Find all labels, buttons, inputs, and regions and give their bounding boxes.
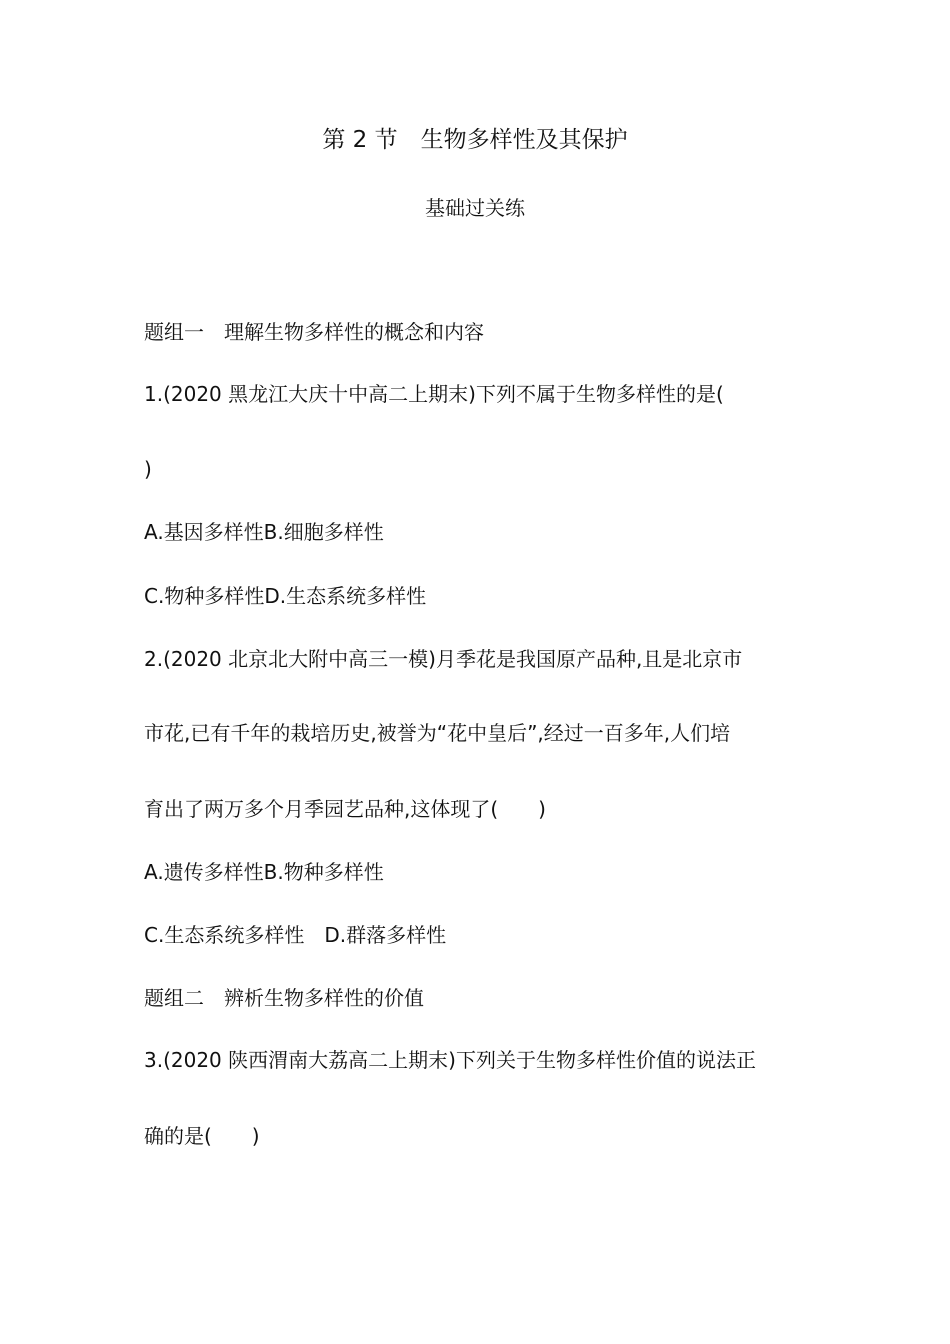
group-heading: 题组二 辨析生物多样性的价值 [144,986,424,1010]
question-3-text: 确的是( ) [144,1124,260,1148]
question-2-text: 市花,已有千年的栽培历史,被誉为“花中皇后”,经过一百多年,人们培 [144,721,731,745]
question-2-options: C.生态系统多样性 D.群落多样性 [144,923,447,947]
question-1-text: ) [144,457,152,481]
question-2-options: A.遗传多样性B.物种多样性 [144,860,384,884]
question-2-text: 育出了两万多个月季园艺品种,这体现了( ) [144,797,546,821]
question-1-options: A.基因多样性B.细胞多样性 [144,520,384,544]
group-heading: 题组一 理解生物多样性的概念和内容 [144,320,484,344]
question-2-text: 2.(2020 北京北大附中高三一模)月季花是我国原产品种,且是北京市 [144,647,743,671]
page-title: 第 2 节 生物多样性及其保护 [322,127,628,153]
question-3-text: 3.(2020 陕西渭南大荔高二上期末)下列关于生物多样性价值的说法正 [144,1048,756,1072]
question-1-options: C.物种多样性D.生态系统多样性 [144,584,427,608]
question-1-text: 1.(2020 黑龙江大庆十中高二上期末)下列不属于生物多样性的是( [144,382,724,406]
section-subtitle: 基础过关练 [425,196,525,220]
